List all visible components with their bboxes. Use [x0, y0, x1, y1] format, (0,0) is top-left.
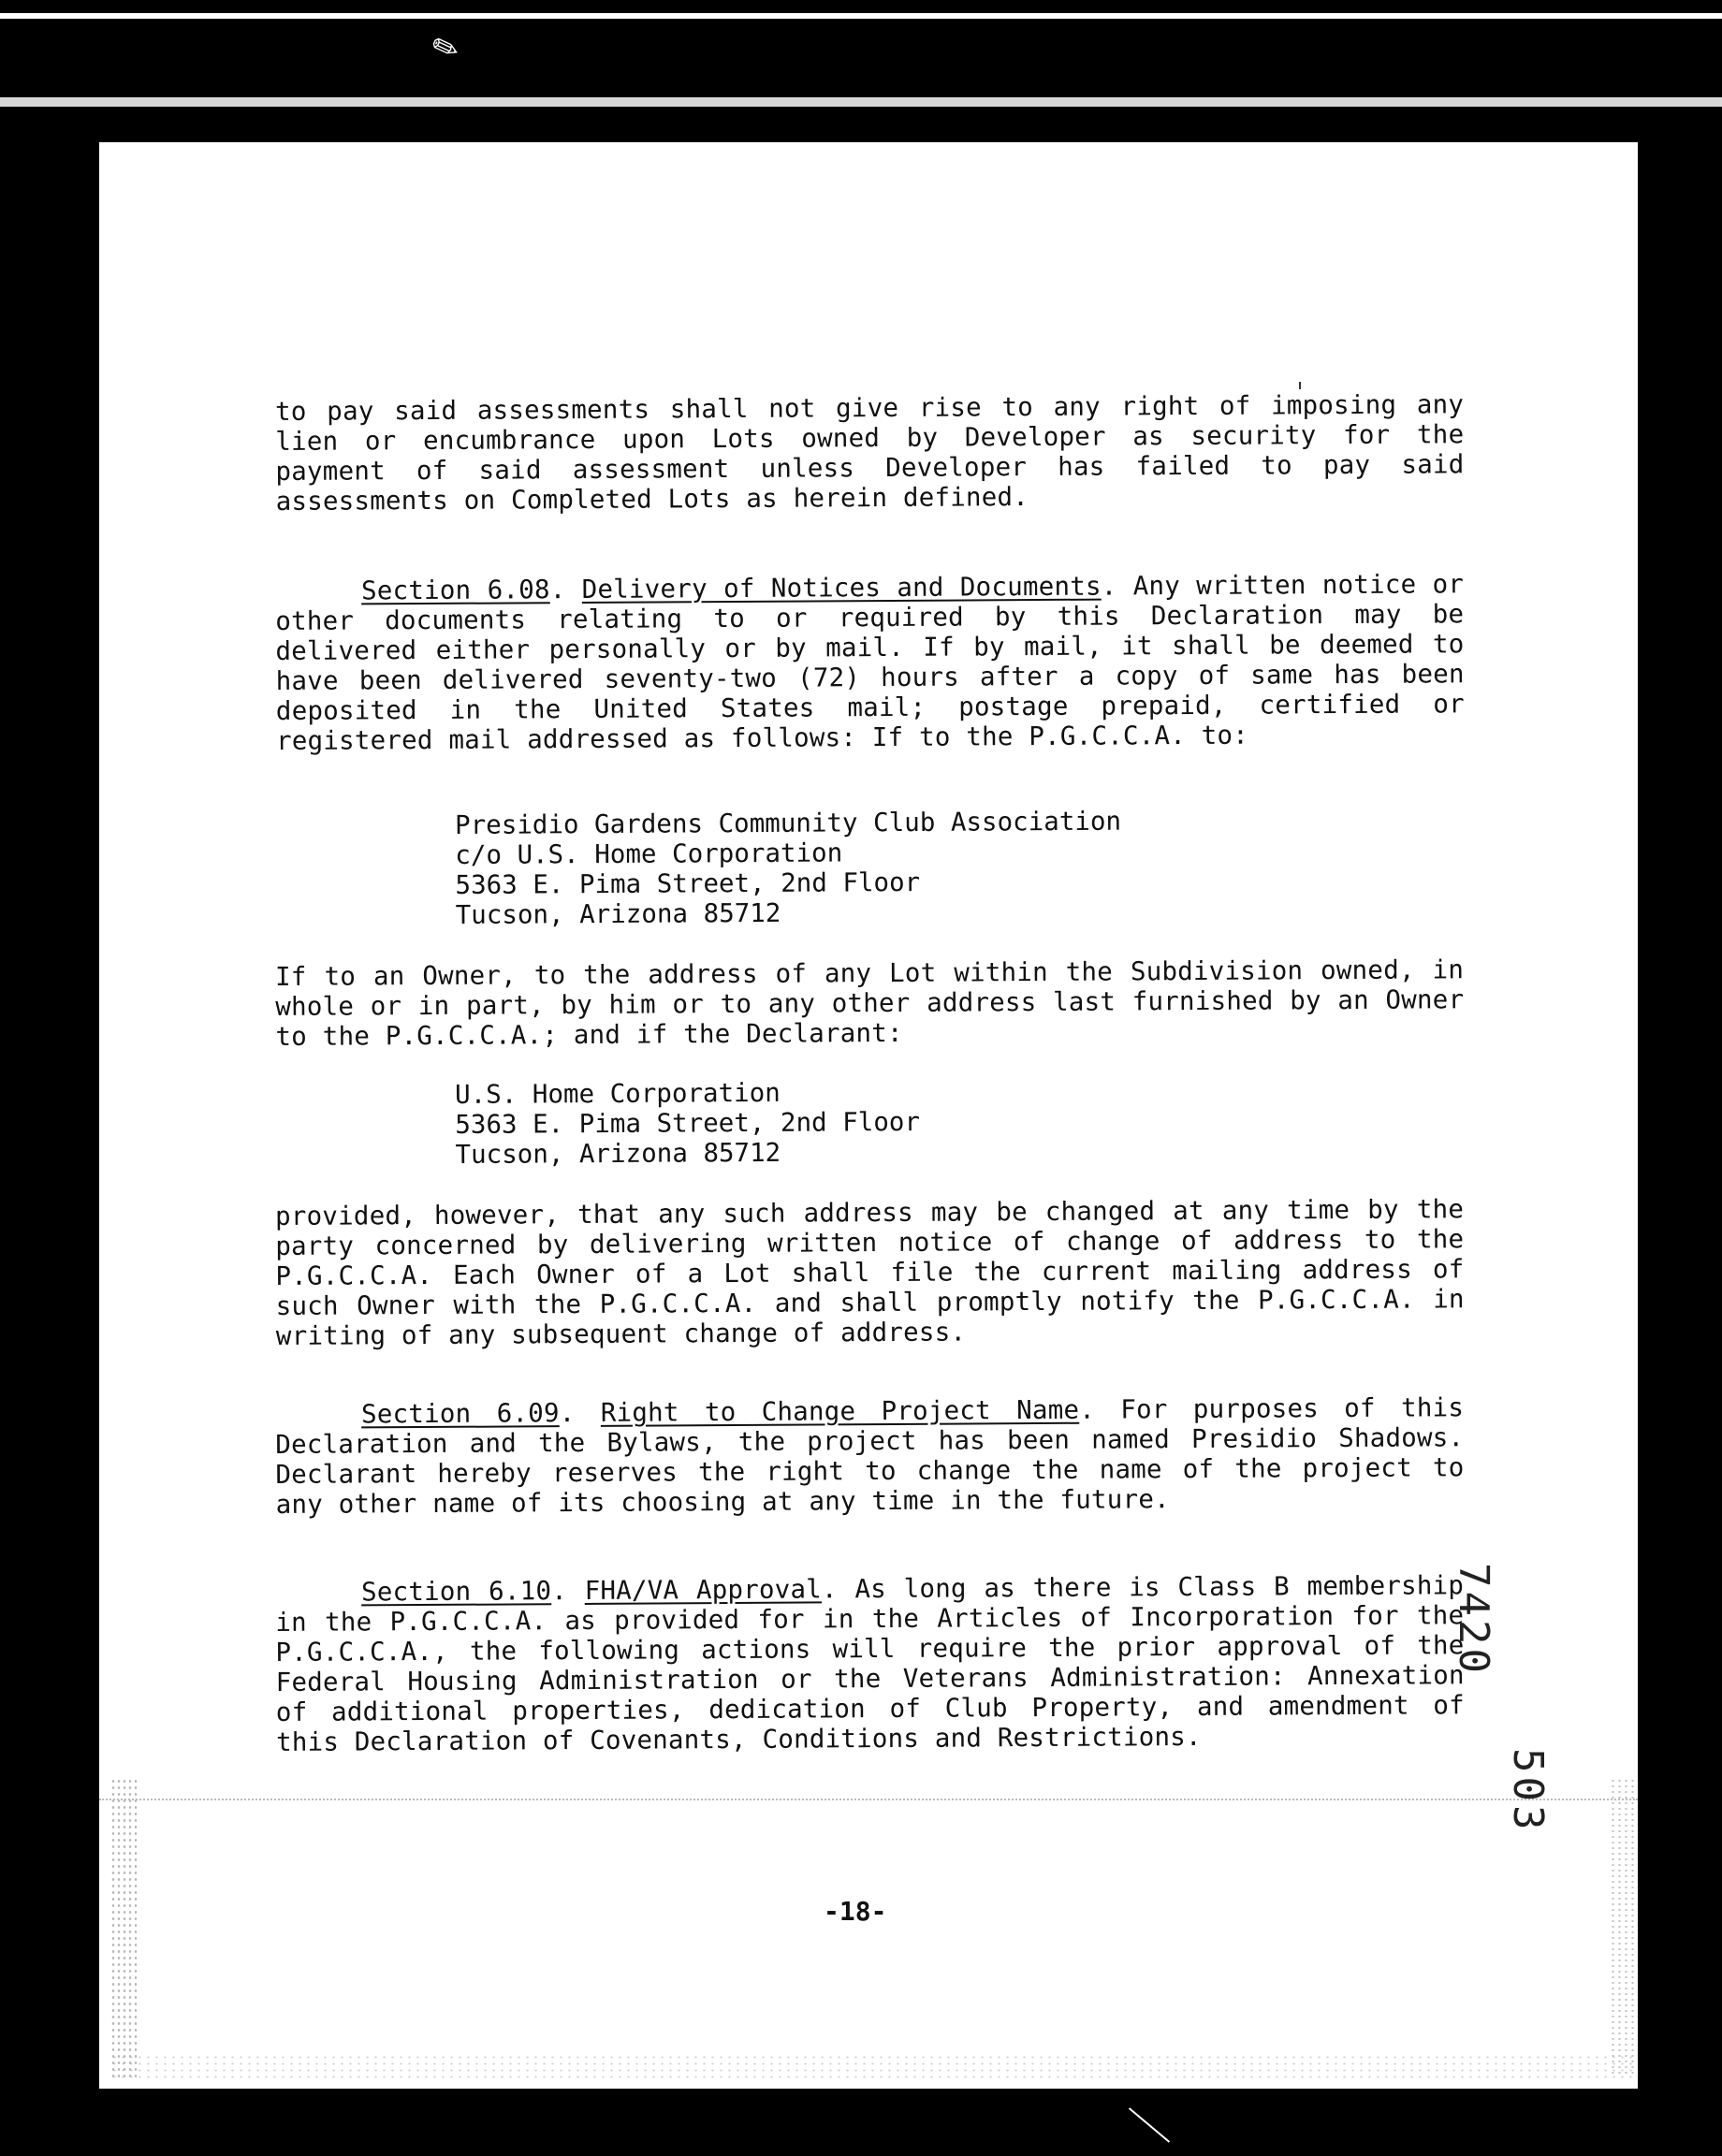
provided-block — [275, 1194, 1465, 1351]
scan-artifact-mark: ✎ — [427, 26, 465, 71]
address-line: Tucson, Arizona 85712 — [455, 897, 781, 930]
address-line: Tucson, Arizona 85712 — [455, 1137, 781, 1170]
section-6-10 — [275, 1570, 1465, 1757]
scan-noise-left — [110, 1778, 139, 2077]
scan-noise-bottom — [110, 2054, 1636, 2082]
body-text-block-1 — [275, 389, 1465, 517]
address-line: 5363 E. Pima Street, 2nd Floor — [455, 1106, 921, 1140]
section-6-08-paragraph: Section 6.08. Delivery of Notices and Documents. Any written notice or other documents relating to or required by this Declaration may be delivered either personally or by mail. If by mail, it shall be deemed to have been delivered seventy-two (72) hours after a copy of same has been deposited in the United States mail; postage prepaid, certified or registered mail addressed as follows: If to the P.G.C.C.A. to: — [275, 569, 1465, 756]
section-6-10-label: Section 6.10 — [360, 1576, 552, 1608]
address-line: 5363 E. Pima Street, 2nd Floor — [455, 867, 921, 900]
stray-mark — [1299, 382, 1301, 389]
section-6-09 — [275, 1392, 1465, 1520]
section-6-09-label: Section 6.09 — [360, 1398, 560, 1430]
section-6-10-paragraph: Section 6.10. FHA/VA Approval. As long as there is Class B membership in the P.G.C.C.A. as provided for in the Articles of Incorporation for the P.G.C.C.A., the following actions will require the prior approval of the Federal Housing Administration or the Veterans Administration: Annexation of additional properties, dedication of Club Property, and amendment of this Declaration of Covenants, Conditions and Restrictions. — [275, 1570, 1465, 1757]
page-number: -18- — [824, 1896, 887, 1927]
paragraph-continuation: to pay said assessments shall not give rise to any right of imposing any lien or encumbrance upon Lots owned by Developer as security for the payment of said assessment unless Developer has failed to pay said assessments on Completed Lots as herein defined. — [275, 389, 1465, 517]
owner-paragraph: If to an Owner, to the address of any Lot within the Subdivision owned, in whole or in part, by him or to any other address last furnished by an Owner to the P.G.C.C.A.; and if the Declarant: — [275, 954, 1465, 1052]
scan-gray-strip — [0, 97, 1722, 107]
section-6-10-title: FHA/VA Approval — [584, 1574, 823, 1606]
recording-book-number: 7420 — [1450, 1563, 1497, 1677]
section-6-09-title: Right to Change Project Name — [600, 1394, 1080, 1428]
section-6-08 — [275, 569, 1465, 756]
address-pgcca — [455, 807, 1122, 930]
section-6-09-paragraph: Section 6.09. Right to Change Project Name. For purposes of this Declaration and the Bylaws, the project has been named Presidio Shadows. Declarant hereby reserves the right to change the name of the project to any other name of its choosing at any time in the future. — [275, 1392, 1465, 1520]
section-6-10-body: As long as there is Class B membership in the P.G.C.C.A. as provided for in the Articles of Incorporation for the P.G.C.C.A., the following actions will require the prior approval of the Federal Housing Administration or the Veterans Administration: Annexation of additional properties, dedication of Club Property, and amendment of this Declaration of Covenants, Conditions and Restrictions. — [275, 1570, 1465, 1757]
section-6-08-label: Section 6.08 — [360, 575, 550, 606]
scan-noise-right — [1610, 1778, 1634, 2077]
scan-bottom-border — [0, 2089, 1722, 2156]
address-line: c/o U.S. Home Corporation — [455, 838, 843, 870]
address-line: U.S. Home Corporation — [455, 1077, 781, 1110]
section-6-08-body: Any written notice or other documents relating to or required by this Declaration may be delivered either personally or by mail. If by mail, it shall be deemed to have been delivered seventy-two (72) hours after a copy of same has been deposited in the United States mail; postage prepaid, certified or registered mail addressed as follows: If to the P.G.C.C.A. to: — [275, 569, 1465, 756]
section-6-09-body: For purposes of this Declaration and the Bylaws, the project has been named Presidio Shadows. Declarant hereby reserves the right to change the name of the project to any other name of its choosing at any time in the future. — [275, 1392, 1465, 1520]
owner-address-block — [275, 954, 1465, 1052]
scan-edge-line — [0, 13, 1722, 19]
provided-paragraph: provided, however, that any such address may be changed at any time by the party concerned by delivering written notice of change of address to the P.G.C.C.A. Each Owner of a Lot shall file the current mailing address of such Owner with the P.G.C.C.A. and shall promptly notify the P.G.C.C.A. in writing of any subsequent change of address. — [275, 1194, 1465, 1351]
address-line: Presidio Gardens Community Club Association — [455, 806, 1122, 840]
address-declarant — [455, 1077, 920, 1170]
scan-dotted-line — [99, 1799, 1638, 1800]
recording-page-number: 503 — [1504, 1748, 1552, 1834]
section-6-08-title: Delivery of Notices and Documents — [581, 571, 1102, 605]
